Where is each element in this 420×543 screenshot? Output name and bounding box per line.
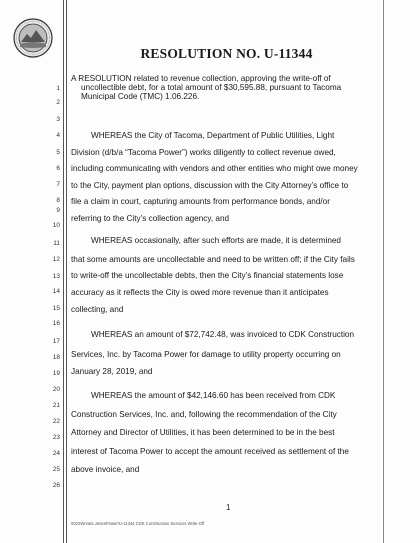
document-title: RESOLUTION NO. U-11344 — [140, 46, 313, 61]
line-number: 14 — [52, 288, 60, 295]
body-text-line: Attorney and Director of Utilities, it has been determined to be in the best — [71, 428, 335, 437]
body-text-line: WHEREAS an amount of $72,742.48, was invoiced to CDK Construction — [91, 330, 355, 339]
line-number: 6 — [56, 165, 60, 172]
line-number: 11 — [53, 240, 60, 247]
body-text-line: including communicating with vendors and other entities who might owe money — [71, 164, 358, 173]
line-number: 13 — [52, 273, 60, 280]
line-number: 17 — [52, 338, 60, 345]
left-margin-rule — [63, 0, 64, 543]
body-text-line: to the City, payment plan options, discussion with the City Attorney’s office to — [71, 181, 349, 190]
line-number: 24 — [52, 450, 60, 457]
body-text-line: A RESOLUTION related to revenue collection, approving the write-off of — [71, 74, 331, 83]
right-margin-rule — [383, 0, 384, 543]
line-number: 4 — [56, 132, 60, 139]
line-number: 26 — [52, 482, 60, 489]
line-number: 22 — [52, 418, 60, 425]
body-text-line: WHEREAS the City of Tacoma, Department of Public Utilities, Light — [91, 131, 335, 140]
body-text-line: file a claim in court, capturing amounts from performance bonds, and/or — [71, 197, 330, 206]
body-text-line: Services, Inc. by Tacoma Power for damage to utility property occurring on — [71, 350, 341, 359]
line-number: 25 — [52, 466, 60, 473]
left-margin-rule-inner — [66, 0, 67, 543]
body-text-line: Construction Services, Inc. and, following the recommendation of the City — [71, 410, 337, 419]
line-number: 19 — [52, 370, 60, 377]
page-number: 1 — [226, 503, 231, 512]
body-text-line: above invoice, and — [71, 465, 140, 474]
body-text-line: WHEREAS occasionally, after such efforts are made, it is determined — [91, 236, 341, 245]
body-text-line: January 28, 2019, and — [71, 367, 153, 376]
line-number: 16 — [52, 320, 60, 327]
body-text-line: WHEREAS the amount of $42,146.60 has been received from CDK — [91, 391, 336, 400]
body-text-line: to write-off the uncollectable debts, then the City’s financial statements lose — [71, 271, 344, 280]
line-number: 21 — [52, 402, 60, 409]
body-text-line: uncollectible debt, for a total amount of $30,595.88, pursuant to Tacoma — [81, 83, 342, 92]
line-number: 20 — [52, 386, 60, 393]
line-number: 5 — [56, 149, 60, 156]
body-text-line: referring to the City’s collection agency, and — [71, 214, 230, 223]
body-text-line: collecting, and — [71, 305, 124, 314]
line-number: 2 — [56, 99, 60, 106]
line-number: 1 — [56, 85, 60, 92]
line-number: 7 — [56, 181, 60, 188]
line-number: 9 — [56, 207, 60, 214]
line-number: 10 — [52, 222, 60, 229]
footer-file-path: 0022Wreats.JonesPower\U-11344 CDK Construction Services Write-Off — [71, 521, 205, 526]
line-number: 18 — [52, 354, 60, 361]
body-text-line: Division (d/b/a “Tacoma Power”) works diligently to collect revenue owed, — [71, 148, 336, 157]
line-number: 3 — [56, 116, 60, 123]
body-text-line: accuracy as it reflects the City is owed more revenue than it anticipates — [71, 288, 329, 297]
body-text-line: that some amounts are uncollectable and need to be written off; if the City fails — [71, 255, 355, 264]
line-number: 8 — [56, 197, 60, 204]
line-number: 12 — [52, 256, 60, 263]
body-text-line: interest of Tacoma Power to accept the amount received as settlement of the — [71, 447, 349, 456]
line-number: 23 — [52, 434, 60, 441]
city-seal-icon — [13, 18, 53, 58]
body-text-line: Municipal Code (TMC) 1.06.226. — [81, 92, 200, 101]
line-number: 15 — [52, 305, 60, 312]
